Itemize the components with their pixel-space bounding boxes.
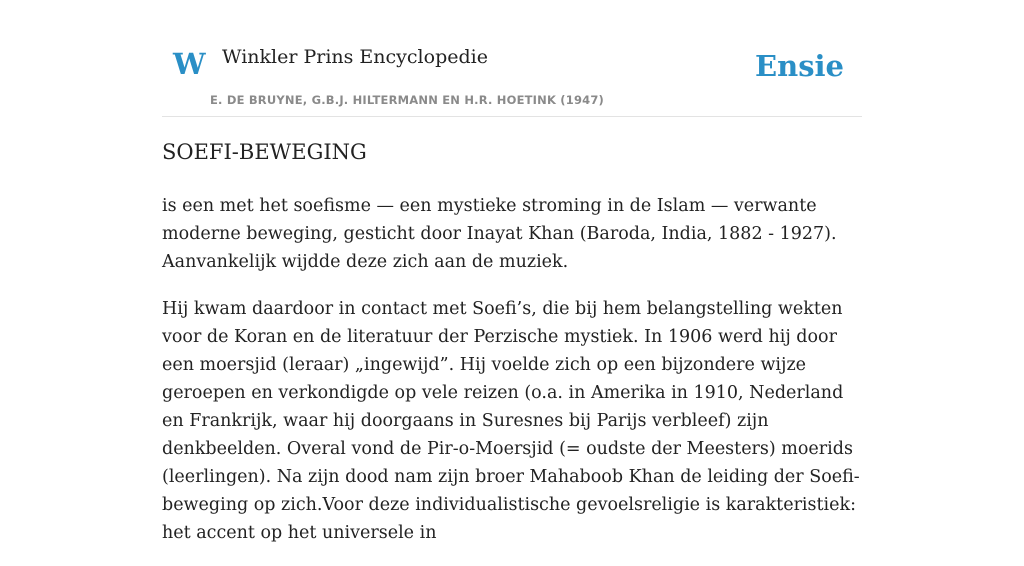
article-container — [162, 0, 862, 543]
brand-logo-link[interactable]: Ensie — [755, 49, 844, 83]
paragraph: Hij kwam daardoor in contact met Soefi’s, die bij hem belangstelling wekten voor de Koran en de literatuur der Perzische mystiek. In 1906 werd hij door een moersjid (leraar) „ingewijd”. Hij voelde zich op een bijzondere wijze geroepen en verkondigde op vele reizen (o.a. in Amerika in 1910, Nederland en Frankrijk, waar hij doorgaans in Suresnes bij Parijs verbleef) zijn denkbeelden. Overal vond de Pir-o-Moersjid (= oudste der Meesters) moerids (leerlingen). Na zijn dood nam zijn broer Mahaboob Khan de leiding der Soefi-beweging op zich.Voor deze individualistische gevoelsreligie is karakteristiek: het accent op het universele in — [162, 299, 860, 543]
source-logo-icon: W — [173, 47, 206, 81]
article-header — [162, 0, 862, 117]
paragraph: is een met het soefisme — een mystieke stroming in de Islam — verwante moderne beweging, gesticht door Inayat Khan (Baroda, India, 1882 - 1927). Aanvankelijk wijdde deze zich aan de muziek. — [162, 196, 837, 272]
entry-title: SOEFI-BEWEGING — [162, 140, 367, 164]
source-authors: E. DE BRUYNE, G.B.J. HILTERMANN EN H.R. HOETINK (1947) — [210, 93, 605, 107]
source-title: Winkler Prins Encyclopedie — [222, 46, 488, 68]
entry-body — [162, 192, 862, 566]
